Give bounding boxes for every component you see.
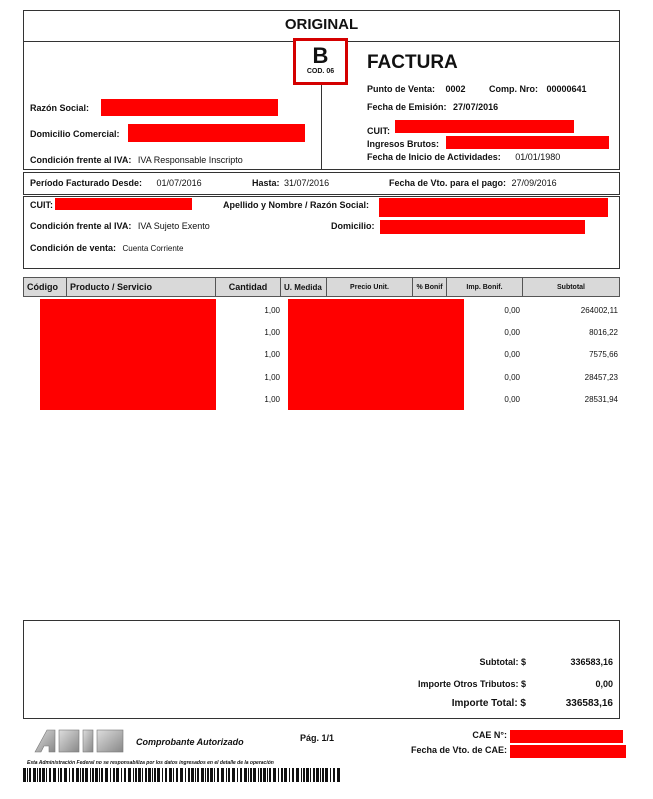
issuer-cuit-label: CUIT: [367,126,390,136]
barcode-bar [250,768,252,782]
barcode-bar [232,768,235,782]
precio-redaction [288,299,464,410]
row-imp-bonif: 0,00 [504,328,520,337]
barcode-bar [253,768,256,782]
period-desde-value: 01/07/2016 [156,178,202,188]
client-venta [30,243,183,253]
cae-vto-redaction [510,745,626,758]
barcode-bar [237,768,238,782]
barcode-bar [244,768,247,782]
barcode-bar [267,768,268,782]
subtotal-label: Subtotal: $ [479,657,526,667]
barcode-bar [85,768,88,782]
barcode-bar [95,768,98,782]
barcode-bar [284,768,287,782]
period-desde [30,178,202,188]
invoice-letter-box [293,38,348,85]
barcode-bar [110,768,111,782]
barcode-bar [201,768,204,782]
otros-tributos-value: 0,00 [595,679,613,689]
barcode-bar [316,768,319,782]
barcode-bar [337,768,340,782]
barcode-bar [207,768,209,782]
fecha-emision-label: Fecha de Emisión: [367,102,447,112]
barcode-bar [185,768,186,782]
period-hasta-value: 31/07/2016 [284,178,330,188]
row-subtotal: 8016,22 [589,328,618,337]
comp-nro-value: 00000641 [546,84,587,94]
barcode-bar [169,768,172,782]
row-cantidad: 1,00 [264,328,280,337]
barcode-bar [92,768,94,782]
barcode-bar [191,768,194,782]
barcode-bar [90,768,91,782]
barcode-bar [33,768,36,782]
fecha-emision-value: 27/07/2016 [453,102,499,112]
ingresos-brutos-redaction [446,136,609,149]
razon-social-redaction [101,99,278,116]
col-producto: Producto / Servicio [67,278,216,297]
afip-logo-graphic [33,728,129,754]
barcode-bar [228,768,230,782]
barcode-bar [154,768,156,782]
barcode-bar [226,768,227,782]
barcode-bar [303,768,305,782]
barcode-bar [152,768,153,782]
barcode-bar [248,768,249,782]
col-umedida: U. Medida [281,278,327,297]
barcode-bar [60,768,62,782]
importe-total-value: 336583,16 [565,698,613,709]
barcode-bar [296,768,299,782]
barcode-bar [76,768,79,782]
barcode-bar [313,768,315,782]
inicio-actividades-label: Fecha de Inicio de Actividades: [367,152,501,162]
barcode-bar [116,768,119,782]
barcode-bar [145,768,147,782]
barcode-bar [310,768,311,782]
period-hasta-label: Hasta: [252,178,280,188]
client-nombre-redaction [379,198,608,217]
barcode-bar [289,768,290,782]
client-venta-value: Cuenta Corriente [122,244,184,253]
barcode-bar [292,768,294,782]
barcode-bar [320,768,321,782]
period-vto-label: Fecha de Vto. para el pago: [389,178,507,188]
barcode-bar [121,768,122,782]
barcode-bar [27,768,28,782]
barcode-bar [162,768,163,782]
barcode-bar [53,768,56,782]
barcode [23,768,341,782]
producto-redaction [40,299,216,410]
barcode-bar [325,768,328,782]
barcode-bar [173,768,174,782]
cae-redaction [510,730,623,743]
barcode-bar [240,768,242,782]
subtotal-value: 336583,16 [570,657,613,667]
inicio-actividades-value: 01/01/1980 [515,152,561,162]
copy-label: ORIGINAL [284,16,359,33]
barcode-bar [142,768,143,782]
domicilio-redaction [128,124,305,142]
barcode-bar [64,768,67,782]
barcode-bar [281,768,283,782]
doc-type: FACTURA [367,52,458,73]
comp-nro [489,84,587,94]
barcode-bar [205,768,206,782]
comp-nro-label: Comp. Nro: [489,84,538,94]
barcode-bar [69,768,70,782]
barcode-bar [165,768,167,782]
header-vertical-divider [321,82,322,170]
client-venta-label: Condición de venta: [30,243,117,253]
client-nombre-label: Apellido y Nombre / Razón Social: [223,200,370,210]
row-cantidad: 1,00 [264,350,280,359]
client-iva [30,221,210,231]
barcode-bar [214,768,215,782]
barcode-bar [301,768,302,782]
barcode-bar [278,768,279,782]
razon-social-label: Razón Social: [30,103,90,113]
cae-vto-label: Fecha de Vto. de CAE: [410,745,507,755]
period-desde-label: Período Facturado Desde: [30,178,143,188]
domicilio-label: Domicilio Comercial: [30,129,120,139]
issuer-iva [30,155,243,165]
barcode-bar [124,768,126,782]
row-imp-bonif: 0,00 [504,395,520,404]
barcode-bar [46,768,47,782]
barcode-bar [157,768,160,782]
barcode-bar [105,768,108,782]
barcode-bar [113,768,115,782]
invoice-code: COD. 06 [306,68,335,75]
barcode-bar [39,768,41,782]
barcode-bar [269,768,271,782]
row-cantidad: 1,00 [264,395,280,404]
barcode-bar [82,768,84,782]
barcode-bar [221,768,224,782]
issuer-iva-label: Condición frente al IVA: [30,155,132,165]
barcode-bar [101,768,103,782]
col-cantidad: Cantidad [216,278,281,297]
barcode-bar [42,768,45,782]
client-cuit-label: CUIT: [30,200,53,210]
issuer-iva-value: IVA Responsable Inscripto [137,155,243,165]
importe-total-label: Importe Total: $ [451,698,526,709]
page-number: Pág. 1/1 [300,733,335,743]
barcode-bar [133,768,134,782]
row-subtotal: 264002,11 [580,306,618,315]
ingresos-brutos-label: Ingresos Brutos: [367,139,440,149]
barcode-bar [23,768,26,782]
barcode-bar [49,768,51,782]
client-cuit-redaction [55,198,192,210]
col-subtotal: Subtotal [557,284,585,291]
period-vto [389,178,557,188]
cae-label: CAE N°: [472,730,507,740]
period-vto-value: 27/09/2016 [511,178,557,188]
barcode-bar [29,768,31,782]
col-bonif: % Bonif [413,278,447,297]
barcode-bar [217,768,219,782]
client-domicilio-label: Domicilio: [331,221,375,231]
client-iva-value: IVA Sujeto Exento [137,221,210,231]
punto-venta [367,84,466,94]
row-subtotal: 28457,23 [584,373,618,382]
row-imp-bonif: 0,00 [504,373,520,382]
barcode-bar [273,768,276,782]
barcode-bar [333,768,335,782]
barcode-bar [188,768,190,782]
disclaimer: Esta Administración Federal no se responsabiliza por los datos ingresados en el detalle de la operación [27,760,274,766]
barcode-bar [306,768,309,782]
barcode-bar [210,768,213,782]
barcode-bar [138,768,141,782]
punto-venta-label: Punto de Venta: [367,84,436,94]
barcode-bar [330,768,331,782]
barcode-bar [148,768,151,782]
barcode-bar [58,768,59,782]
barcode-bar [260,768,262,782]
period-hasta [252,178,329,188]
barcode-bar [128,768,131,782]
col-precio: Precio Unit. [327,278,413,297]
row-cantidad: 1,00 [264,306,280,315]
client-iva-label: Condición frente al IVA: [30,221,132,231]
barcode-bar [258,768,259,782]
row-subtotal: 7575,66 [589,350,618,359]
barcode-bar [37,768,38,782]
issuer-cuit-redaction [395,120,574,133]
punto-venta-value: 0002 [445,84,466,94]
barcode-bar [72,768,74,782]
row-cantidad: 1,00 [264,373,280,382]
afip-logo [33,728,129,754]
barcode-bar [263,768,266,782]
barcode-bar [195,768,196,782]
comprobante-autorizado: Comprobante Autorizado [136,737,244,747]
row-imp-bonif: 0,00 [504,350,520,359]
inicio-actividades [367,152,560,162]
invoice-letter: B [312,43,329,68]
row-imp-bonif: 0,00 [504,306,520,315]
barcode-bar [80,768,81,782]
client-domicilio-redaction [380,220,585,234]
row-subtotal: 28531,94 [584,395,618,404]
otros-tributos-label: Importe Otros Tributos: $ [417,679,526,689]
col-codigo: Código [24,278,67,297]
barcode-bar [197,768,199,782]
barcode-bar [180,768,183,782]
barcode-bar [99,768,100,782]
barcode-bar [176,768,178,782]
barcode-bar [322,768,324,782]
fecha-emision [367,102,498,112]
col-imp-bonif: Imp. Bonif. [447,278,523,297]
barcode-bar [135,768,137,782]
items-table-header [23,277,620,297]
